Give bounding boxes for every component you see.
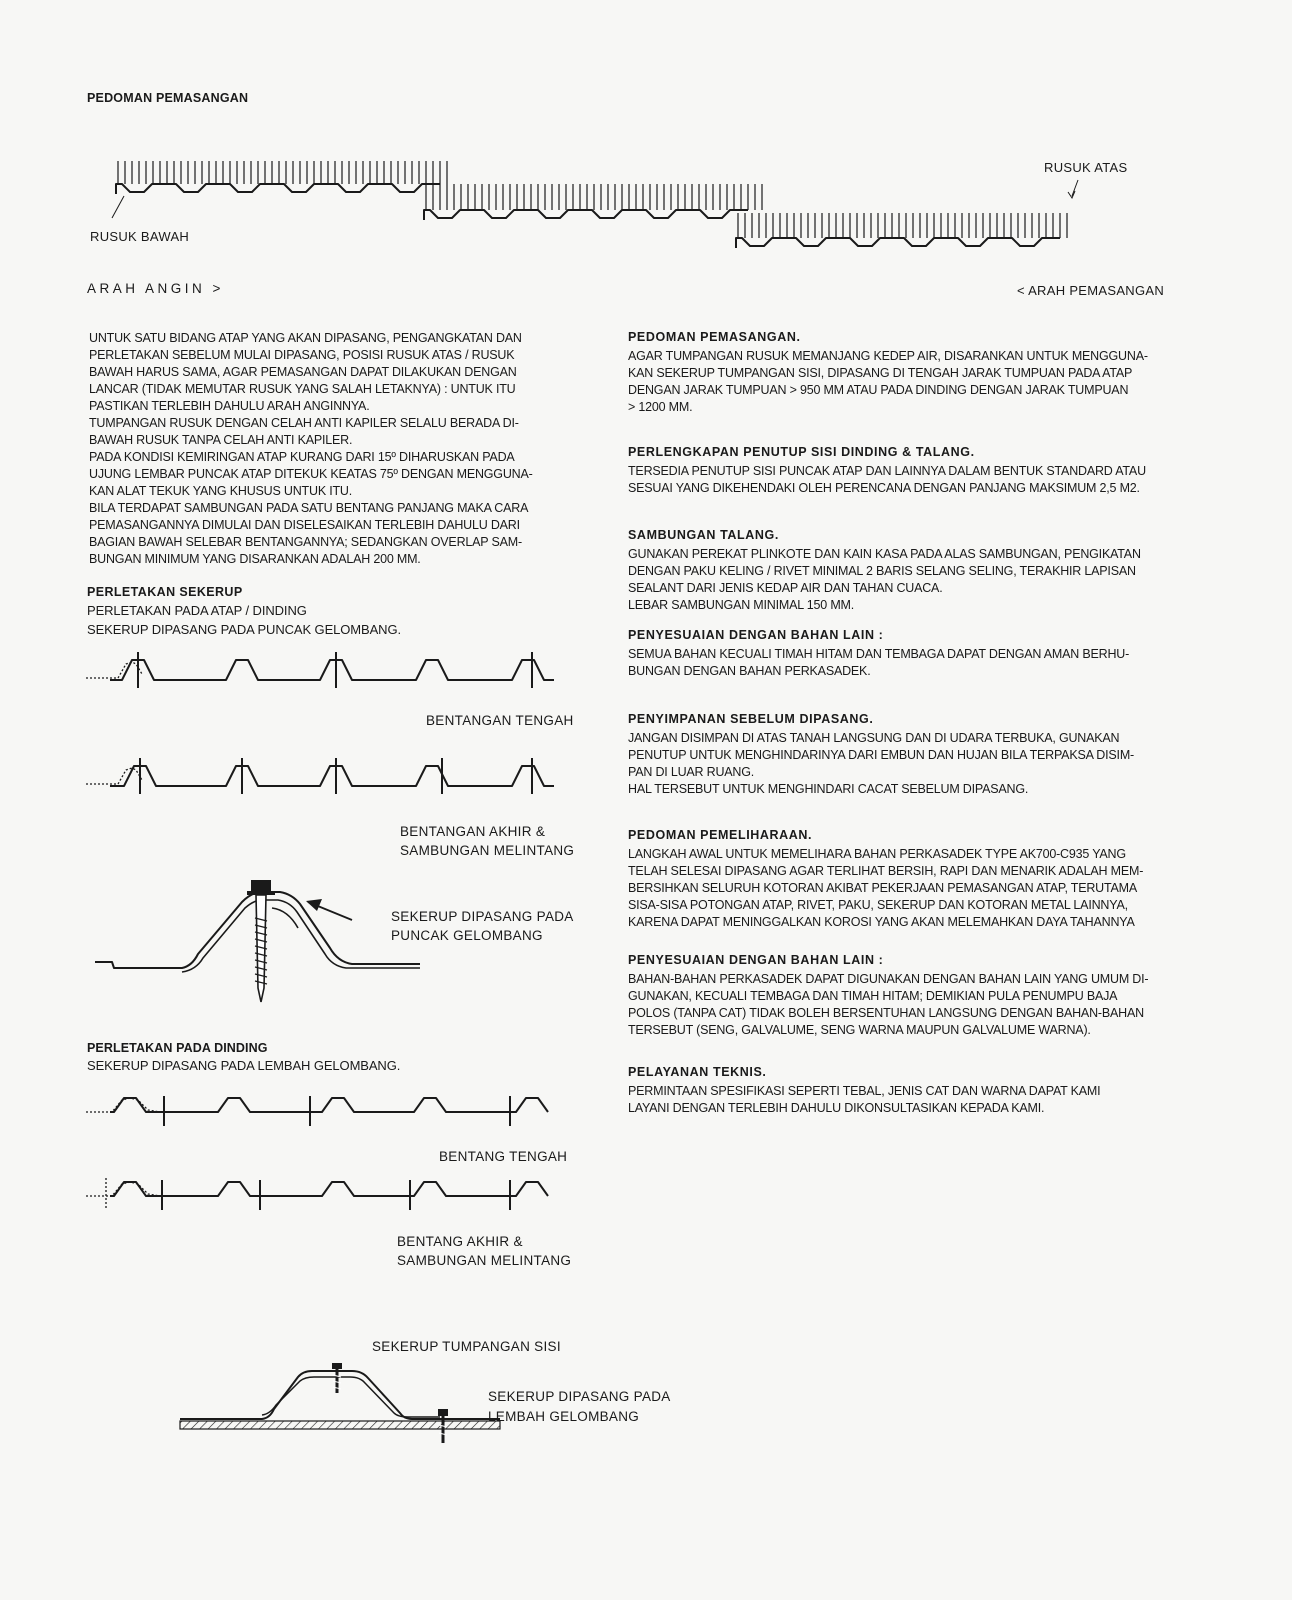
section-line: LAYANI DENGAN TERLEBIH DAHULU DIKONSULTASIKAN KEPADA KAMI.: [628, 1101, 1045, 1115]
section-line: BAHAN-BAHAN PERKASADEK DAPAT DIGUNAKAN DENGAN BAHAN LAIN YANG UMUM DI-: [628, 972, 1149, 986]
intro-line: KAN ALAT TEKUK YANG KHUSUS UNTUK ITU.: [89, 484, 353, 498]
label-rusuk-bawah: RUSUK BAWAH: [90, 229, 190, 244]
intro-line: UJUNG LEMBAR PUNCAK ATAP DITEKUK KEATAS 75º DENGAN MENGGUNA-: [89, 467, 533, 481]
wall-profile-bentang-akhir: [0, 1174, 600, 1224]
crest-screw-detail-diagram: [0, 880, 600, 1020]
label-arah-angin: ARAH ANGIN >: [87, 281, 224, 296]
intro-line: BILA TERDAPAT SAMBUNGAN PADA SATU BENTANG PANJANG MAKA CARA: [89, 501, 529, 515]
roof-sheet-profile: [116, 184, 440, 194]
intro-paragraph: [89, 330, 533, 568]
section-heading: PENYESUAIAN DENGAN BAHAN LAIN :: [628, 953, 884, 967]
purlin-section: [180, 1421, 500, 1429]
caption-tumpangan-sisi: SEKERUP TUMPANGAN SISI: [372, 1339, 561, 1354]
label-arah-pemasangan: < ARAH PEMASANGAN: [1017, 283, 1165, 298]
info-section: [628, 628, 1129, 680]
caption-bentang-akhir-2: SAMBUNGAN MELINTANG: [397, 1253, 572, 1268]
section-line: POLOS (TANPA CAT) TIDAK BOLEH BERSENTUHAN LANGSUNG DENGAN BAHAN-BAHAN: [628, 1006, 1144, 1020]
sekrup-heading: PERLETAKAN SEKERUP: [87, 585, 243, 599]
info-section: [628, 445, 1146, 497]
intro-line: BUNGAN MINIMUM YANG DISARANKAN ADALAH 200 MM.: [89, 552, 421, 566]
caption-puncak-1: SEKERUP DIPASANG PADA: [391, 909, 574, 924]
section-line: TERSEBUT (SENG, GALVALUME, SENG WARNA MAUPUN GALVALUME WARNA).: [628, 1023, 1091, 1037]
dinding-heading: PERLETAKAN PADA DINDING: [87, 1041, 268, 1055]
roof-profile-bentangan-tengah: [0, 650, 600, 700]
caption-bentangan-tengah: BENTANGAN TENGAH: [426, 713, 574, 728]
section-line: PERMINTAAN SPESIFIKASI SEPERTI TEBAL, JENIS CAT DAN WARNA DAPAT KAMI: [628, 1084, 1101, 1098]
dinding-sub: SEKERUP DIPASANG PADA LEMBAH GELOMBANG.: [87, 1058, 401, 1073]
section-line: PENUTUP UNTUK MENGHINDARINYA DARI EMBUN DAN HUJAN BILA TERPAKSA DISIM-: [628, 748, 1134, 762]
section-line: SISA-SISA POTONGAN ATAP, RIVET, PAKU, SEKERUP DAN KOTORAN METAL LAINNYA,: [628, 898, 1128, 912]
intro-line: PEMASANGANNYA DIMULAI DAN DISELESAIKAN TERLEBIH DAHULU DARI: [89, 518, 520, 532]
intro-line: TUMPANGAN RUSUK DENGAN CELAH ANTI KAPILER SELALU BERADA DI-: [89, 416, 519, 430]
section-line: BERSIHKAN SELURUH KOTORAN AKIBAT PEKERJAAN PEMASANGAN ATAP, TERUTAMA: [628, 881, 1137, 895]
caption-puncak-2: PUNCAK GELOMBANG: [391, 928, 543, 943]
section-line: DENGAN JARAK TUMPUAN > 950 MM ATAU PADA DINDING DENGAN JARAK TUMPUAN: [628, 383, 1129, 397]
section-line: AGAR TUMPANGAN RUSUK MEMANJANG KEDEP AIR, DISARANKAN UNTUK MENGGUNA-: [628, 349, 1148, 363]
sekrup-sub2: SEKERUP DIPASANG PADA PUNCAK GELOMBANG.: [87, 622, 401, 637]
label-rusuk-atas: RUSUK ATAS: [1044, 160, 1128, 175]
roof-sheet-profile: [736, 238, 1060, 248]
section-line: PAN DI LUAR RUANG.: [628, 765, 755, 779]
section-line: BUNGAN DENGAN BAHAN PERKASADEK.: [628, 664, 871, 678]
intro-line: BAWAH RUSUK TANPA CELAH ANTI KAPILER.: [89, 433, 353, 447]
section-line: SESUAI YANG DIKEHENDAKI OLEH PERENCANA DENGAN PANJANG MAKSIMUM 2,5 M2.: [628, 481, 1140, 495]
section-line: SEALANT DARI JENIS KEDAP AIR DAN TAHAN CUACA.: [628, 581, 943, 595]
intro-line: PADA KONDISI KEMIRINGAN ATAP KURANG DARI 15º DIHARUSKAN PADA: [89, 450, 515, 464]
info-section: [628, 953, 1148, 1039]
section-heading: PEDOMAN PEMASANGAN.: [628, 330, 801, 344]
section-line: LEBAR SAMBUNGAN MINIMAL 150 MM.: [628, 598, 855, 612]
section-heading: PERLENGKAPAN PENUTUP SISI DINDING & TALANG.: [628, 445, 975, 459]
section-line: DENGAN PAKU KELING / RIVET MINIMAL 2 BARIS SELANG SELING, TERAKHIR LAPISAN: [628, 564, 1136, 578]
rusuk-atas-pointer: [1072, 180, 1078, 196]
section-line: TELAH SELESAI DIPASANG AGAR TERLIHAT BERSIH, RAPI DAN MENARIK ADALAH MEM-: [628, 864, 1144, 878]
caption-lembah-2: LEMBAH GELOMBANG: [488, 1409, 640, 1424]
section-line: KARENA DAPAT MENINGGALKAN KOROSI YANG AKAN MELEMAHKAN DAYA TAHANNYA: [628, 915, 1135, 929]
caption-bentang-tengah: BENTANG TENGAH: [439, 1149, 568, 1164]
screw-head-icon: [251, 880, 271, 892]
intro-line: PASTIKAN TERLEBIH DAHULU ARAH ANGINNYA.: [89, 399, 370, 413]
section-line: JANGAN DISIMPAN DI ATAS TANAH LANGSUNG DAN DI UDARA TERBUKA, GUNAKAN: [628, 731, 1120, 745]
info-section: [628, 712, 1134, 798]
info-section: [628, 528, 1141, 614]
section-line: KAN SEKERUP TUMPANGAN SISI, DIPASANG DI TENGAH JARAK TUMPUAN PADA ATAP: [628, 366, 1133, 380]
section-heading: PELAYANAN TEKNIS.: [628, 1065, 767, 1079]
intro-line: UNTUK SATU BIDANG ATAP YANG AKAN DIPASANG, PENGANGKATAN DAN: [89, 331, 522, 345]
arrowhead-icon: [306, 899, 322, 911]
intro-line: LANCAR (TIDAK MEMUTAR RUSUK YANG SALAH LETAKNYA) : UNTUK ITU: [89, 382, 516, 396]
section-heading: PENYIMPANAN SEBELUM DIPASANG.: [628, 712, 874, 726]
section-line: LANGKAH AWAL UNTUK MEMELIHARA BAHAN PERKASADEK TYPE AK700-C935 YANG: [628, 847, 1126, 861]
section-line: TERSEDIA PENUTUP SISI PUNCAK ATAP DAN LAINNYA DALAM BENTUK STANDARD ATAU: [628, 464, 1146, 478]
section-line: HAL TERSEBUT UNTUK MENGHINDARI CACAT SEBELUM DIPASANG.: [628, 782, 1029, 796]
info-section: [628, 828, 1143, 931]
intro-line: BAWAH HARUS SAMA, AGAR PEMASANGAN DAPAT DILAKUKAN DENGAN: [89, 365, 517, 379]
roof-sheet-profile: [424, 210, 748, 220]
section-line: SEMUA BAHAN KECUALI TIMAH HITAM DAN TEMBAGA DAPAT DENGAN AMAN BERHU-: [628, 647, 1130, 661]
section-heading: PEDOMAN PEMELIHARAAN.: [628, 828, 813, 842]
section-heading: PENYESUAIAN DENGAN BAHAN LAIN :: [628, 628, 884, 642]
section-line: GUNAKAN, KECUALI TEMBAGA DAN TIMAH HITAM; DEMIKIAN PULA PENUMPU BAJA: [628, 989, 1118, 1003]
wall-profile-bentang-tengah: [0, 1090, 600, 1140]
caption-bentang-akhir-1: BENTANG AKHIR &: [397, 1234, 523, 1249]
page-title: PEDOMAN PEMASANGAN: [87, 91, 249, 105]
roof-profile-bentangan-akhir: [0, 756, 600, 806]
section-line: GUNAKAN PEREKAT PLINKOTE DAN KAIN KASA PADA ALAS SAMBUNGAN, PENGIKATAN: [628, 547, 1141, 561]
info-section: [628, 1065, 1100, 1117]
roof-sheets-overview-diagram: [0, 0, 1292, 300]
info-section: [628, 330, 1148, 416]
rusuk-bawah-pointer: [112, 196, 124, 218]
caption-bentangan-akhir-2: SAMBUNGAN MELINTANG: [400, 843, 575, 858]
side-lap-screw-icon: [332, 1363, 342, 1393]
caption-lembah-1: SEKERUP DIPASANG PADA: [488, 1389, 671, 1404]
intro-line: PERLETAKAN SEBELUM MULAI DIPASANG, POSISI RUSUK ATAS / RUSUK: [89, 348, 515, 362]
intro-line: BAGIAN BAWAH SELEBAR BENTANGANNYA; SEDANGKAN OVERLAP SAM-: [89, 535, 522, 549]
caption-bentangan-akhir-1: BENTANGAN AKHIR &: [400, 824, 546, 839]
section-heading: SAMBUNGAN TALANG.: [628, 528, 779, 542]
section-line: > 1200 MM.: [628, 400, 693, 414]
sekrup-sub1: PERLETAKAN PADA ATAP / DINDING: [87, 603, 307, 618]
